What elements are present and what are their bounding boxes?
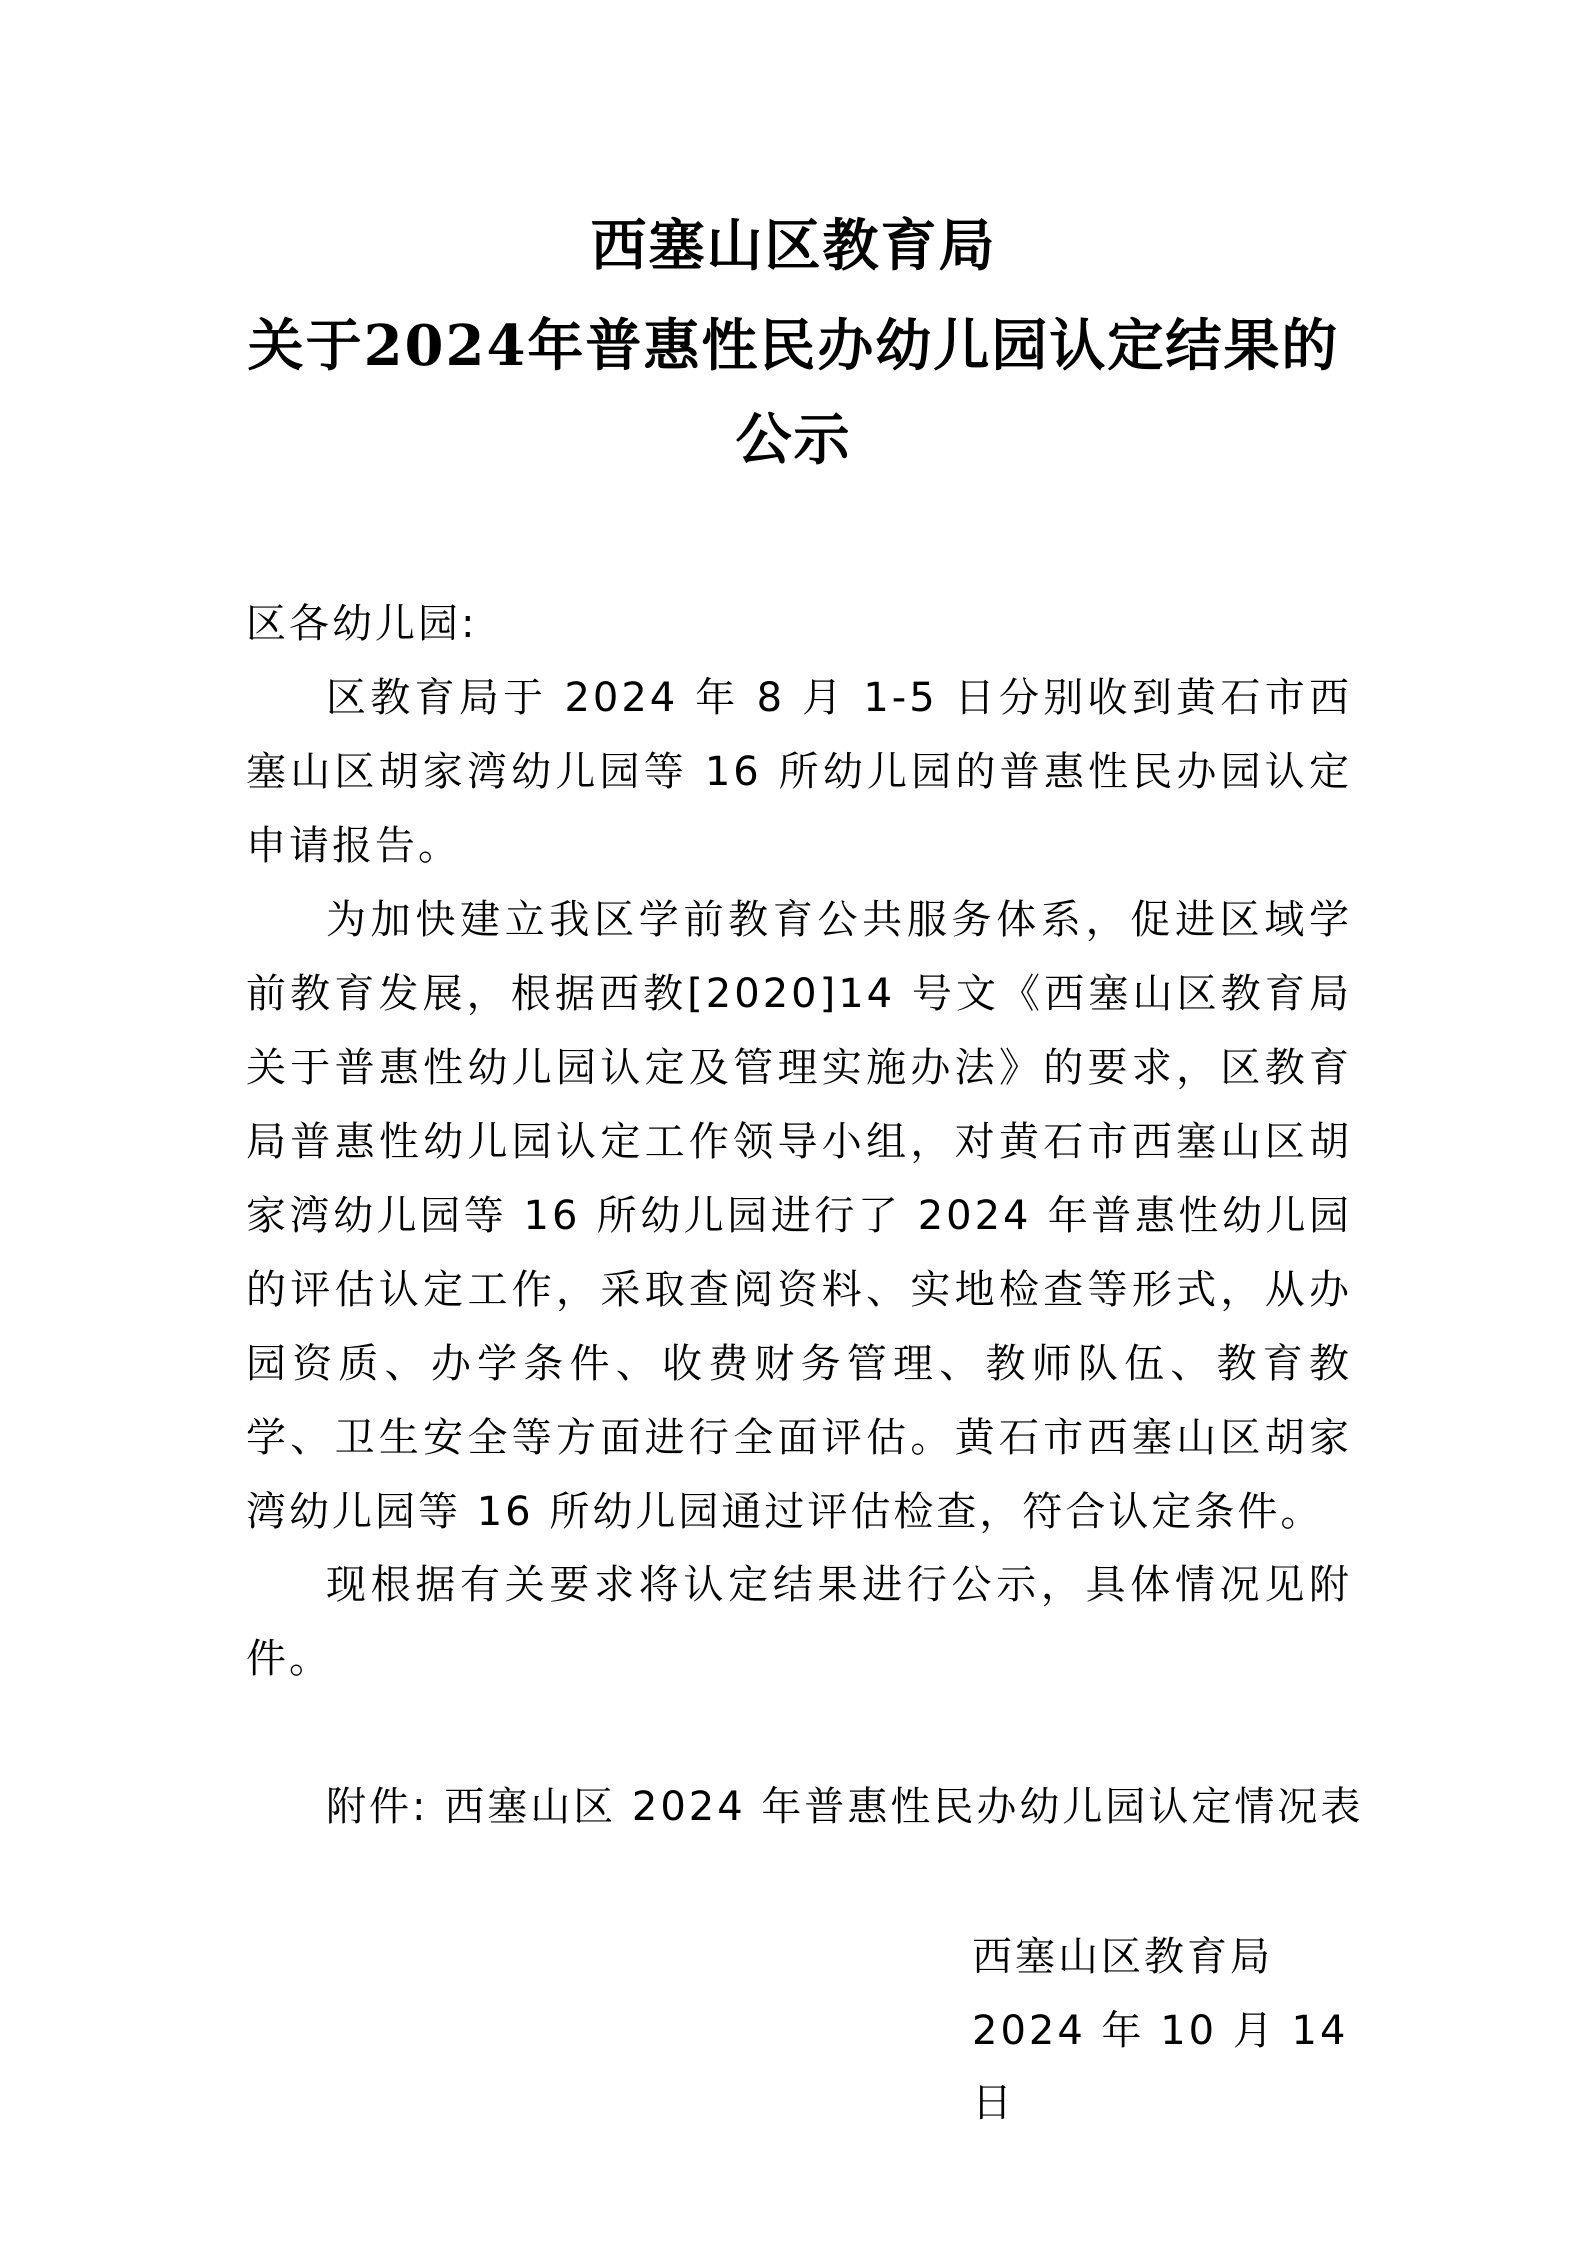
attachment-note: 附件: 西塞山区 2024 年普惠性民办幼儿园认定情况表 [326, 1784, 1364, 1830]
signature-date: 2024 年 10 月 14 日 [972, 2008, 1349, 2126]
document-title-issuer: 西塞山区教育局 [590, 213, 997, 279]
body-paragraph-3: 现根据有关要求将认定结果进行公示，具体情况见附件。 [246, 1562, 1352, 1682]
body-paragraph-2: 为加快建立我区学前教育公共服务体系，促进区域学前教育发展，根据西教[2020]14 号文《西塞山区教育局关于普惠性幼儿园认定及管理实施办法》的要求，区教育局普惠性幼儿园认定工作领导小组，对黄石市西塞山区胡家湾幼儿园等 16 所幼儿园进行了 2024 年普惠性幼儿园的评估认定工作，采取查阅资料、实地检查等形式，从办园资质、办学条件、收费财务管理、教师队伍、教育教学、卫生安全等方面进行全面评估。黄石市西塞山区胡家湾幼儿园等 16 所幼儿园通过评估检查，符合认定条件。 [246, 897, 1352, 1535]
document-title-type: 公示 [735, 407, 852, 473]
signature-organization: 西塞山区教育局 [972, 1934, 1273, 1980]
salutation: 区各幼儿园: [246, 601, 478, 647]
document-title-subject: 关于2024年普惠性民办幼儿园认定结果的 [247, 313, 1340, 379]
body-paragraph-1: 区教育局于 2024 年 8 月 1-5 日分别收到黄石市西塞山区胡家湾幼儿园等 16 所幼儿园的普惠性民办园认定申请报告。 [246, 675, 1352, 869]
